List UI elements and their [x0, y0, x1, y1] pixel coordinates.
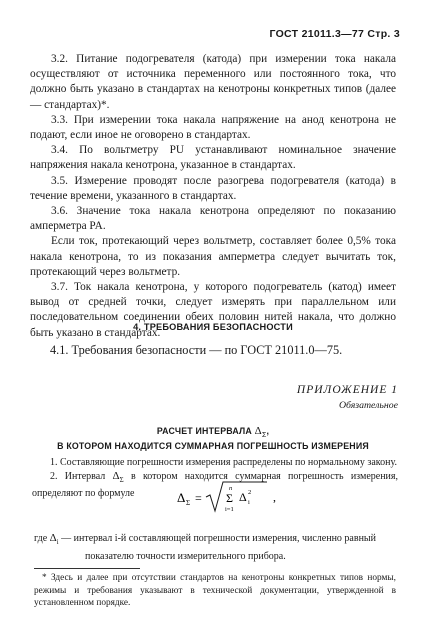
calc-heading-text: РАСЧЕТ ИНТЕРВАЛА [156, 426, 252, 436]
section-3-text [30, 52, 396, 341]
paragraph-3-2: 3.2. Питание подогревателя (катода) при измерении тока накала осуществляют от источника переменного или постоянного тока, что должно быть указано в стандартах на кенотроны конкретных типов (далее — стандартах)*. [30, 53, 396, 111]
section-4-title: 4. ТРЕБОВАНИЯ БЕЗОПАСНОСТИ [133, 322, 293, 332]
page-header: ГОСТ 21011.3—77 Стр. 3 [269, 28, 400, 40]
formula-lhs-sub: Σ [186, 499, 191, 507]
formula-lower: i=1 [225, 506, 234, 513]
formula-upper: n [229, 485, 233, 492]
formula-comma: , [273, 490, 276, 504]
paragraph-3-3: 3.3. При измерении тока накала напряжение на анод кенотрона не подают, если иное не оговорено в стандартах. [30, 113, 396, 142]
footnote-rule [34, 568, 140, 569]
footnote [34, 572, 396, 610]
where-sub: i [56, 538, 59, 546]
paragraph-3-4: 3.4. По вольтметру PU устанавливают номинальное значение напряжения накала кенотрона, указанное в стандартах. [30, 144, 396, 172]
interval-formula [175, 479, 305, 515]
footnote-text: * Здесь и далее при отсутствии стандартов на кенотроны конкретных типов нормы, режимы и требования указывают в технической документации, утвержденной в установленном порядке. [34, 573, 396, 609]
calc-heading-2: В КОТОРОМ НАХОДИТСЯ СУММАРНАЯ ПОГРЕШНОСТЬ ИЗМЕРЕНИЯ [57, 441, 369, 451]
where-note [34, 532, 396, 563]
formula-lhs: Δ [177, 490, 186, 505]
where-text: — интервал i-й составляющей погрешности измерения, численно равный [61, 533, 377, 544]
formula-term-sup: 2 [248, 489, 252, 496]
p2-delta: Δ [112, 469, 120, 482]
formula-term-sub: i [248, 499, 250, 506]
sigma-subscript: Σ [261, 431, 267, 439]
formula-term: Δ [239, 490, 247, 504]
appendix-subtitle: Обязательное [338, 400, 398, 411]
where-delta: Δ [49, 532, 57, 544]
sqrt-sign [206, 482, 267, 511]
formula-sum: Σ [226, 491, 233, 505]
calc-heading-1: РАСЧЕТ ИНТЕРВАЛА $\Delta_\Sigma$, [156, 425, 270, 439]
paragraph-3-6-cont: Если ток, протекающий через вольтметр, составляет более 0,5% тока накала кенотрона, то из показания амперметра следует вычитать ток, протекающий через вольтметр. [30, 235, 396, 278]
where-word: где [34, 533, 48, 544]
p2-sigma: Σ [119, 475, 124, 484]
p2-before: 2. Интервал [50, 470, 106, 482]
where-text-2: показателю точности измерительного прибора. [85, 550, 286, 562]
paragraph-3-5: 3.5. Измерение проводят после разогрева подогревателя (катода) в течение времени, указанного в стандартах. [30, 174, 396, 202]
formula-equals: = [195, 491, 202, 505]
paragraph-3-6: 3.6. Значение тока накала кенотрона определяют по показанию амперметра PA. [30, 205, 396, 233]
paragraph-3-7: 3.7. Ток накала кенотрона, у которого подогреватель (катод) имеет вывод от средней точки, следует измерять при параллельном или последовательном соединении обеих половин нитей накала, что должно быть указано в стандартах. [30, 281, 396, 339]
appendix-title: ПРИЛОЖЕНИЕ 1 [296, 384, 398, 396]
appendix-p1: 1. Составляющие погрешности измерения распределены по нормальному закону. [50, 457, 397, 468]
p2-after: в котором находится суммарная погрешность измерения, определяют по формуле [32, 470, 398, 500]
section-4-text: 4.1. Требования безопасности — по ГОСТ 21011.0—75. [50, 343, 343, 357]
delta-symbol: Δ [254, 425, 262, 437]
